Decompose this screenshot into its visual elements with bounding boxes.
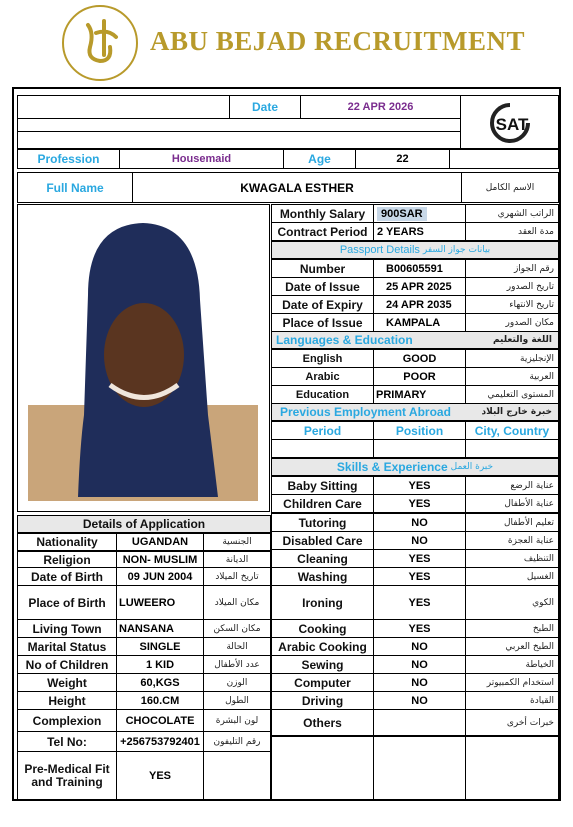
skill-arabic: خبرات أخرى — [465, 709, 559, 736]
employment-col-position: Position — [373, 421, 466, 440]
language-value: POOR — [373, 367, 466, 386]
application-label: No of Children — [17, 655, 117, 674]
employment-blank — [465, 439, 559, 458]
application-arabic: الوزن — [203, 673, 271, 692]
application-label: Living Town — [17, 619, 117, 638]
skill-value: YES — [373, 549, 466, 568]
application-arabic — [203, 751, 271, 800]
application-label: Place of Birth — [17, 585, 117, 620]
age-label: Age — [283, 149, 356, 169]
age-value: 22 — [355, 149, 450, 169]
application-arabic: الطول — [203, 691, 271, 710]
employment-blank — [373, 439, 466, 458]
application-label: Religion — [17, 551, 117, 568]
application-label: Pre-Medical Fit and Training — [17, 751, 117, 800]
application-value: NON- MUSLIM — [116, 551, 204, 568]
application-arabic: رقم التليفون — [203, 731, 271, 752]
passport-arabic: تاريخ الانتهاء — [465, 295, 559, 314]
date-label: Date — [229, 95, 301, 119]
profession-value: Housemaid — [119, 149, 284, 169]
date-value: 22 APR 2026 — [300, 95, 461, 119]
application-value: 160.CM — [116, 691, 204, 710]
skill-value: NO — [373, 513, 466, 532]
skill-label: Others — [271, 709, 374, 736]
language-label: Arabic — [271, 367, 374, 386]
skill-arabic: الطبخ — [465, 619, 559, 638]
skill-label: Baby Sitting — [271, 476, 374, 495]
language-value: GOOD — [373, 349, 466, 368]
skill-label: Ironing — [271, 585, 374, 620]
skill-arabic: عناية العجزة — [465, 531, 559, 550]
employment-col-period: Period — [271, 421, 374, 440]
period-arabic: مدة العقد — [465, 222, 559, 241]
skill-label: Disabled Care — [271, 531, 374, 550]
svg-text:SAT: SAT — [495, 115, 528, 134]
skill-arabic: استخدام الكمبيوتر — [465, 673, 559, 692]
skill-value: NO — [373, 655, 466, 674]
skill-label: Children Care — [271, 494, 374, 513]
skill-value: YES — [373, 494, 466, 513]
passport-value: KAMPALA — [373, 313, 466, 332]
skill-label: Washing — [271, 567, 374, 586]
language-value: PRIMARY — [373, 385, 466, 404]
application-arabic: الديانة — [203, 551, 271, 568]
skill-label: Computer — [271, 673, 374, 692]
application-label: Height — [17, 691, 117, 710]
skills-heading: Skills & Experience خبرة العمل — [271, 458, 559, 476]
skill-value: YES — [373, 567, 466, 586]
company-name: ABU BEJAD RECRUITMENT — [150, 26, 526, 56]
skill-value: NO — [373, 691, 466, 710]
skill-label: Driving — [271, 691, 374, 710]
blank-cell — [449, 149, 559, 169]
passport-label: Date of Expiry — [271, 295, 374, 314]
applicant-photo-image — [18, 205, 269, 511]
skill-label: Tutoring — [271, 513, 374, 532]
skill-label: Arabic Cooking — [271, 637, 374, 656]
skill-arabic: تعليم الأطفال — [465, 513, 559, 532]
fullname-value: KWAGALA ESTHER — [132, 172, 462, 203]
blank-cell — [17, 131, 461, 149]
skill-arabic: الكوي — [465, 585, 559, 620]
application-label: Nationality — [17, 533, 117, 551]
employment-blank — [271, 439, 374, 458]
passport-label: Number — [271, 259, 374, 278]
application-value: UGANDAN — [116, 533, 204, 551]
application-label: Complexion — [17, 709, 117, 732]
skill-arabic: عناية الأطفال — [465, 494, 559, 513]
period-label: Contract Period — [271, 222, 374, 241]
application-value: LUWEERO — [116, 585, 204, 620]
language-label: English — [271, 349, 374, 368]
skill-arabic: الغسيل — [465, 567, 559, 586]
skill-label: Cleaning — [271, 549, 374, 568]
application-value: 60,KGS — [116, 673, 204, 692]
application-arabic: الحالة — [203, 637, 271, 656]
application-value: 1 KID — [116, 655, 204, 674]
skill-label: Sewing — [271, 655, 374, 674]
application-arabic: لون البشرة — [203, 709, 271, 732]
skill-value: YES — [373, 476, 466, 495]
passport-arabic: رقم الجواز — [465, 259, 559, 278]
passport-value: B00605591 — [373, 259, 466, 278]
sat-logo — [460, 95, 559, 149]
application-arabic: عدد الأطفال — [203, 655, 271, 674]
employment-heading: Previous Employment Abroad خبرة خارج البلاد — [271, 403, 559, 421]
application-value: 09 JUN 2004 — [116, 567, 204, 586]
application-value: YES — [116, 751, 204, 800]
skill-arabic: عناية الرضع — [465, 476, 559, 495]
skill-arabic: التنظيف — [465, 549, 559, 568]
application-label: Weight — [17, 673, 117, 692]
skill-value: YES — [373, 585, 466, 620]
fullname-arabic: الاسم الكامل — [461, 172, 559, 203]
application-value: +256753792401 — [116, 731, 204, 752]
skill-label: Cooking — [271, 619, 374, 638]
skill-value: YES — [373, 619, 466, 638]
application-heading: Details of Application — [17, 515, 271, 533]
languages-heading: Languages & Education اللغة والتعليم — [271, 331, 559, 349]
skill-blank — [465, 736, 559, 800]
blank-cell — [17, 95, 230, 119]
language-arabic: المستوى التعليمي — [465, 385, 559, 404]
passport-arabic: مكان الصدور — [465, 313, 559, 332]
salary-label: Monthly Salary — [271, 204, 374, 223]
passport-value: 24 APR 2035 — [373, 295, 466, 314]
skill-value — [373, 709, 466, 736]
skill-arabic: الخياطة — [465, 655, 559, 674]
passport-label: Date of Issue — [271, 277, 374, 296]
skill-arabic: القيادة — [465, 691, 559, 710]
application-label: Marital Status — [17, 637, 117, 656]
blank-cell — [17, 118, 461, 132]
passport-label: Place of Issue — [271, 313, 374, 332]
period-value: 2 YEARS — [373, 222, 466, 241]
passport-arabic: تاريخ الصدور — [465, 277, 559, 296]
application-arabic: مكان الميلاد — [203, 585, 271, 620]
applicant-photo — [17, 204, 270, 512]
application-arabic: الجنسية — [203, 533, 271, 551]
skill-value: NO — [373, 531, 466, 550]
sat-logo-icon — [470, 99, 550, 145]
salary-arabic: الراتب الشهري — [465, 204, 559, 223]
application-arabic: مكان السكن — [203, 619, 271, 638]
application-value: SINGLE — [116, 637, 204, 656]
skill-value: NO — [373, 637, 466, 656]
passport-heading: Passport Details بيانات جواز السفر — [271, 241, 559, 259]
skill-value: NO — [373, 673, 466, 692]
application-arabic: تاريخ الميلاد — [203, 567, 271, 586]
language-arabic: العربية — [465, 367, 559, 386]
language-label: Education — [271, 385, 374, 404]
application-value: NANSANA — [116, 619, 204, 638]
application-label: Date of Birth — [17, 567, 117, 586]
application-label: Tel No: — [17, 731, 117, 752]
profession-label: Profession — [17, 149, 120, 169]
company-logo — [60, 3, 140, 83]
skill-blank — [373, 736, 466, 800]
salary-value: 900SAR — [377, 207, 427, 221]
employment-col-city: City, Country — [465, 421, 559, 440]
salary-value-cell — [373, 204, 466, 223]
passport-value: 25 APR 2025 — [373, 277, 466, 296]
skill-blank — [271, 736, 374, 800]
language-arabic: الإنجليزية — [465, 349, 559, 368]
application-value: CHOCOLATE — [116, 709, 204, 732]
fullname-label: Full Name — [17, 172, 133, 203]
skill-arabic: الطبخ العربي — [465, 637, 559, 656]
